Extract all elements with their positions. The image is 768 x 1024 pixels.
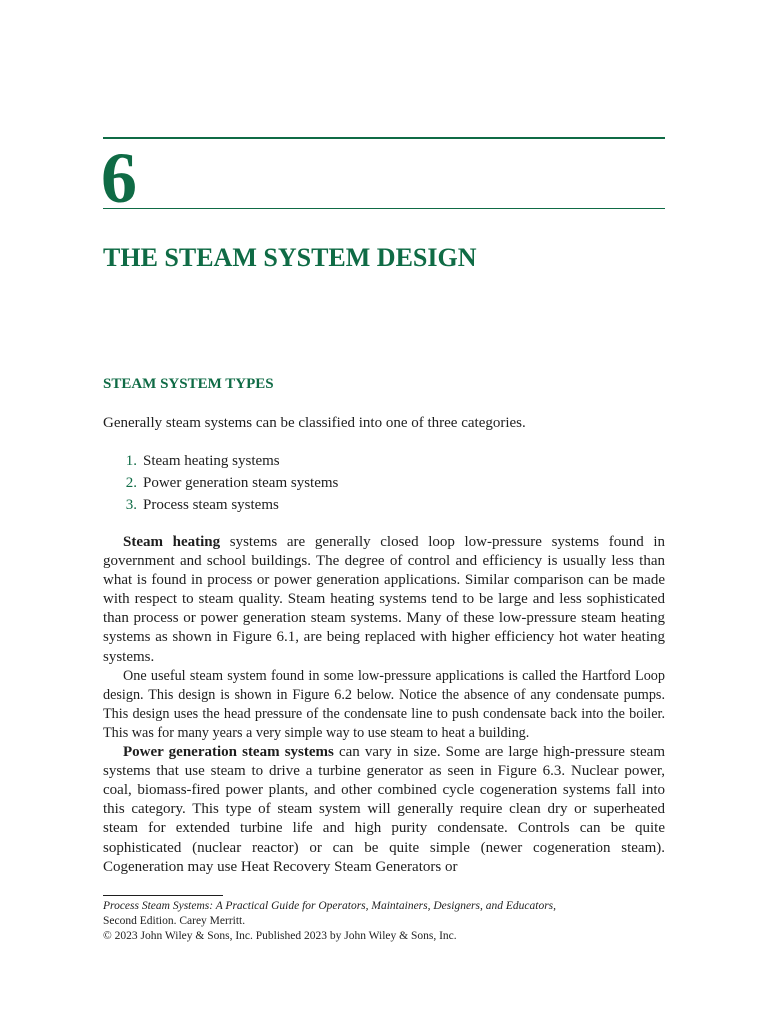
footnote-rule (103, 895, 223, 896)
chapter-bottom-rule (103, 208, 665, 209)
list-number: 3. (125, 497, 137, 513)
list-text: Steam heating systems (143, 453, 280, 469)
chapter-number: 6 (101, 138, 137, 218)
intro-paragraph: Generally steam systems can be classified into one of three categories. (103, 415, 526, 431)
list-number: 1. (125, 453, 137, 469)
paragraph-body: systems are generally closed loop low-pressure systems found in government and school buildings. The degree of control and efficiency is usually less than what is found in process or power generation applications. Similar comparison can be made with respect to steam quality. Steam heating systems tend to be large and less sophisticated than process or power generation steam systems. Many of these low-pressure steam heating systems as shown in Figure 6.1, are being replaced with higher efficiency hot water heating systems. (103, 534, 665, 665)
body-text (103, 533, 665, 877)
footnote-copyright: © 2023 John Wiley & Sons, Inc. Published 2023 by John Wiley & Sons, Inc. (103, 930, 457, 942)
list-item (103, 450, 665, 472)
list-text: Power generation steam systems (143, 475, 339, 491)
footnote-edition: Second Edition. Carey Merritt. (103, 915, 246, 927)
chapter-title: THE STEAM SYSTEM DESIGN (103, 243, 477, 272)
list-item (103, 494, 665, 516)
footnote-book-title: Process Steam Systems: A Practical Guide for Operators, Maintainers, Designers, and Educators, (103, 900, 557, 912)
paragraph-hartford-loop: One useful steam system found in some low-pressure applications is called the Hartford Loop design. This design is shown in Figure 6.2 below. Notice the absence of any condensate pumps. This design uses the head pressure of the condensate line to push condensate back into the boiler. This was for many years a very simple way to use steam to heat a building. (103, 667, 665, 741)
paragraph-steam-heating (103, 533, 665, 667)
paragraph-power-generation (103, 743, 665, 877)
paragraph-body: can vary in size. Some are large high-pressure steam systems that use steam to drive a turbine generator as seen in Figure 6.3. Nuclear power, coal, biomass-fired power plants, and other combined cycle cogeneration systems fall into this category. This type of steam system will generally require clean dry or superheated steam for extended turbine life and high purity condensate. Controls can be quite sophisticated (nuclear reactor) or can be quite simple (newer cogeneration steam). Cogeneration may use Heat Recovery Steam Generators or (103, 744, 665, 875)
list-item (103, 472, 665, 494)
footnote (103, 899, 665, 944)
section-heading: STEAM SYSTEM TYPES (103, 376, 274, 392)
paragraph-lead: Steam heating (123, 534, 221, 550)
list-text: Process steam systems (143, 497, 279, 513)
chapter-top-rule (103, 137, 665, 139)
paragraph-lead: Power generation steam systems (123, 744, 334, 761)
categories-list (103, 450, 665, 516)
list-number: 2. (125, 475, 137, 491)
